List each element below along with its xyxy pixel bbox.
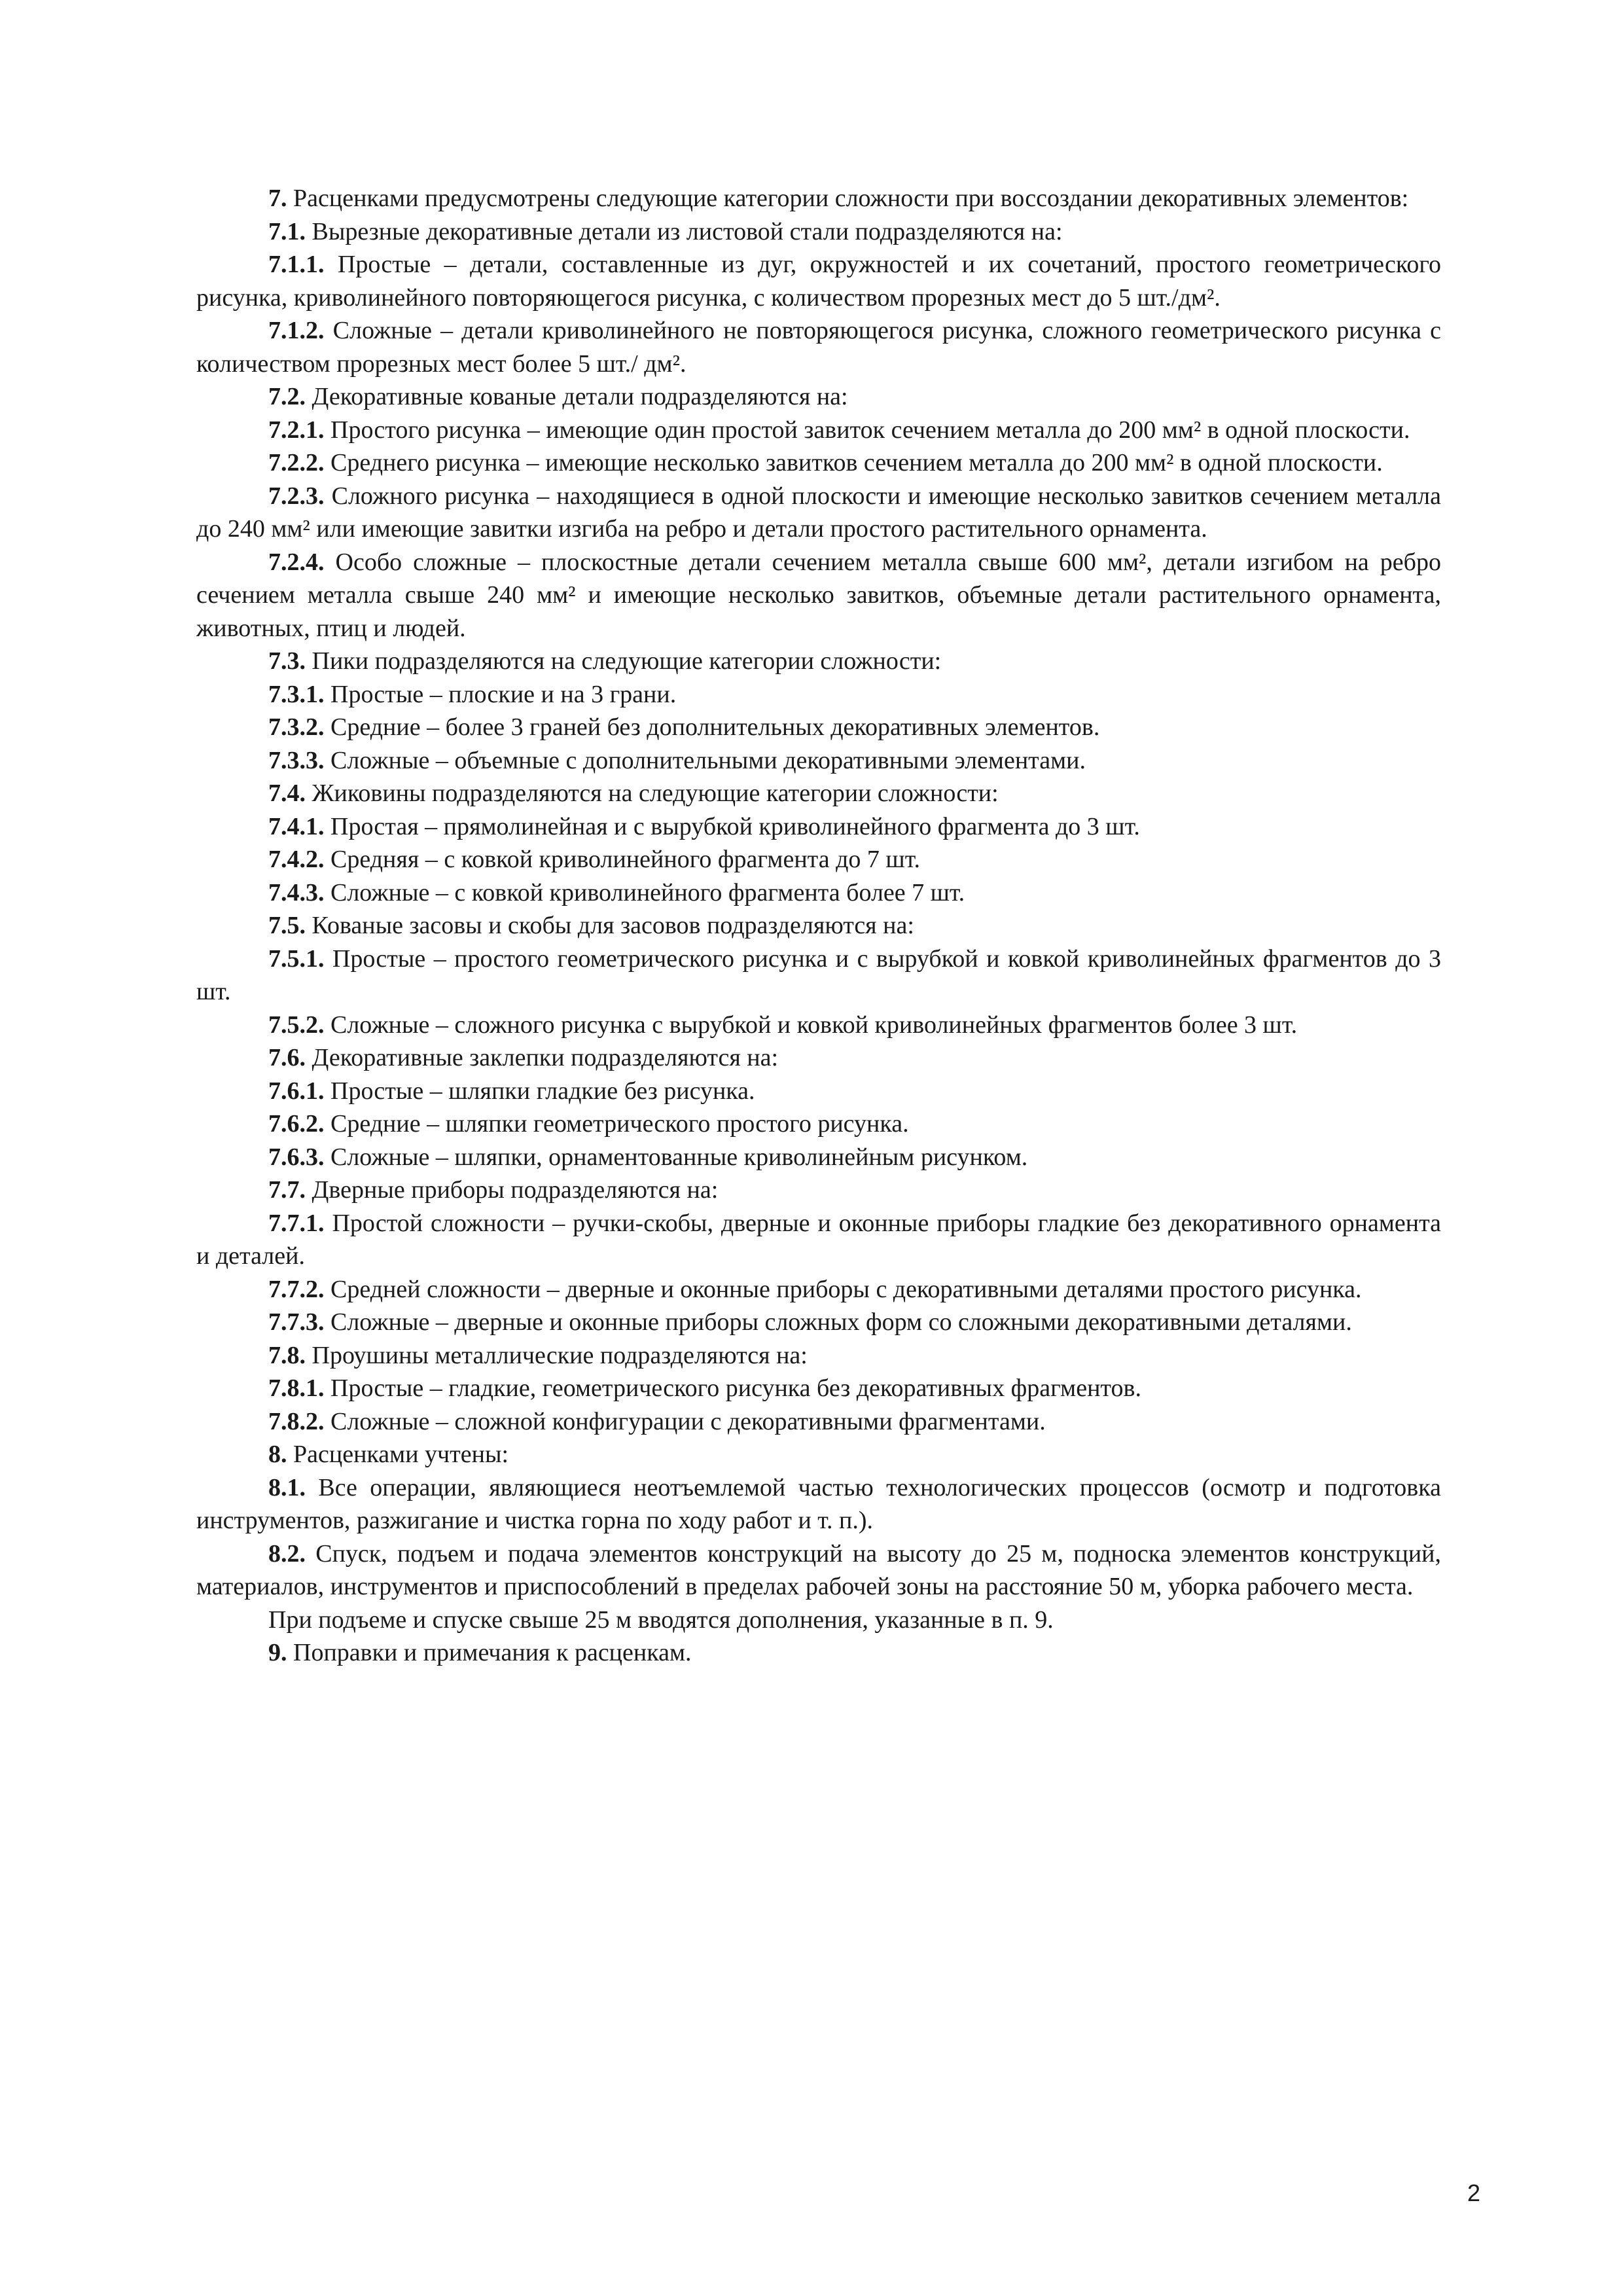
paragraph-number: 7.: [268, 185, 287, 212]
paragraph-7-8-2: [196, 1405, 1441, 1439]
paragraph-text: Простые – шляпки гладкие без рисунка.: [330, 1077, 755, 1105]
paragraph-7-5: [196, 909, 1441, 942]
paragraph-7-4: [196, 777, 1441, 810]
paragraph-number: 7.7.: [268, 1176, 306, 1204]
paragraph-number: 7.1.: [268, 217, 306, 245]
paragraph-7-1-1: [196, 248, 1441, 314]
paragraph-7-1: [196, 215, 1441, 249]
paragraph-number: 7.5.1.: [268, 944, 325, 973]
paragraph-7-7: [196, 1174, 1441, 1207]
paragraph-number: 7.7.1.: [268, 1209, 325, 1237]
paragraph-number: 7.1.2.: [268, 317, 325, 344]
paragraph-number: 7.6.: [268, 1044, 306, 1071]
paragraph-7-6: [196, 1041, 1441, 1075]
paragraph-text: Средняя – с ковкой криволинейного фрагмента до 7 шт.: [330, 846, 920, 873]
paragraph-number: 7.8.: [268, 1341, 306, 1369]
paragraph-number: 7.4.: [268, 780, 306, 807]
paragraph-7-5-1: [196, 942, 1441, 1009]
paragraph-number: 7.3.: [268, 647, 306, 675]
paragraph-text: Простого рисунка – имеющие один простой завиток сечением металла до 200 мм² в одной плоскости.: [330, 416, 1410, 444]
paragraph-text: Сложные – детали криволинейного не повторяющегося рисунка, сложного геометрического рисунка с количеством прорезных мест более 5 шт./ дм².: [196, 317, 1442, 378]
paragraph-7-7-3: [196, 1306, 1441, 1339]
paragraph-text: Сложные – с ковкой криволинейного фрагмента более 7 шт.: [330, 878, 965, 906]
paragraph-number: 7.2.2.: [268, 449, 325, 476]
paragraph-7-2-4: [196, 546, 1441, 645]
paragraph-7-3-3: [196, 744, 1441, 778]
paragraph-text: Средние – более 3 граней без дополнительных декоративных элементов.: [330, 713, 1100, 741]
paragraph-number: 8.1.: [268, 1473, 306, 1501]
paragraph-7-2-3: [196, 480, 1441, 546]
paragraph-number: 7.2.3.: [268, 482, 325, 510]
paragraph-number: 9.: [268, 1639, 287, 1666]
paragraph-7-7-1: [196, 1207, 1441, 1273]
paragraph-7-1-2: [196, 314, 1441, 380]
paragraph-text: Особо сложные – плоскостные детали сечением металла свыше 600 мм², детали изгибом на ребро сечением металла свыше 240 мм² и имеющие несколько завитков, объемные детали растительного орнамента, животных, птиц и людей.: [196, 548, 1442, 642]
paragraph-text: Расценками учтены:: [293, 1441, 509, 1468]
paragraph-7-3-1: [196, 678, 1441, 711]
paragraph-text: Проушины металлические подразделяются на:: [312, 1341, 808, 1369]
paragraph-text: При подъеме и спуске свыше 25 м вводятся дополнения, указанные в п. 9.: [268, 1605, 1054, 1634]
paragraph-7-6-3: [196, 1141, 1441, 1174]
paragraph-text: Сложные – шляпки, орнаментованные криволинейным рисунком.: [330, 1143, 1028, 1171]
paragraph-7-7-2: [196, 1273, 1441, 1306]
paragraph-number: 7.5.2.: [268, 1011, 325, 1039]
paragraph-number: 7.3.2.: [268, 713, 325, 741]
paragraph-7-8-1: [196, 1372, 1441, 1405]
paragraph-number: 7.5.: [268, 912, 306, 939]
paragraph-number: 7.7.2.: [268, 1275, 325, 1303]
paragraph-text: Простые – простого геометрического рисунка и с вырубкой и ковкой криволинейных фрагментов до 3 шт.: [196, 944, 1442, 1005]
paragraph-8-2: [196, 1537, 1441, 1604]
paragraph-number: 7.3.3.: [268, 746, 325, 774]
paragraph-number: 7.8.2.: [268, 1407, 325, 1435]
paragraph-7-6-1: [196, 1075, 1441, 1108]
paragraph-7-4-1: [196, 810, 1441, 844]
paragraph-7-3: [196, 645, 1441, 678]
paragraph-text: Кованые засовы и скобы для засовов подразделяются на:: [312, 912, 914, 939]
paragraph-7-2: [196, 380, 1441, 414]
paragraph-number: 7.8.1.: [268, 1374, 325, 1402]
paragraph-text: Поправки и примечания к расценкам.: [293, 1639, 692, 1666]
paragraph-number: 7.6.2.: [268, 1110, 325, 1138]
paragraph-text: Средние – шляпки геометрического простого рисунка.: [330, 1110, 909, 1138]
paragraph-text: Сложные – сложного рисунка с вырубкой и ковкой криволинейных фрагментов более 3 шт.: [330, 1011, 1298, 1039]
document-body: [196, 182, 1441, 1670]
paragraph-number: 7.3.1.: [268, 680, 325, 708]
paragraph-number: 7.2.4.: [268, 548, 325, 576]
paragraph-number: 8.2.: [268, 1539, 306, 1568]
paragraph-number: 7.4.1.: [268, 812, 325, 840]
paragraph-number: 8.: [268, 1441, 287, 1468]
paragraph-text: Простая – прямолинейная и с вырубкой криволинейного фрагмента до 3 шт.: [330, 812, 1140, 840]
paragraph-text: Расценками предусмотрены следующие категории сложности при воссоздании декоративных элементов:: [293, 185, 1409, 212]
paragraph-8: [196, 1438, 1441, 1471]
paragraph-7-2-2: [196, 446, 1441, 480]
paragraph-7: [196, 182, 1441, 215]
paragraph-text: Простые – детали, составленные из дуг, окружностей и их сочетаний, простого геометрического рисунка, криволинейного повторяющегося рисунка, с количеством прорезных мест до 5 шт./дм².: [196, 251, 1442, 312]
paragraph-text: Простые – плоские и на 3 грани.: [330, 680, 677, 708]
paragraph-number: 7.4.3.: [268, 878, 325, 906]
paragraph-text: Декоративные заклепки подразделяются на:: [312, 1044, 779, 1071]
paragraph-8-2-note: [196, 1604, 1441, 1637]
paragraph-number: 7.4.2.: [268, 846, 325, 873]
paragraph-text: Спуск, подъем и подача элементов конструкций на высоту до 25 м, подноска элементов конструкций, материалов, инструментов и приспособлений в пределах рабочей зоны на расстояние 50 м, уборка рабочего места.: [196, 1539, 1441, 1600]
paragraph-text: Простой сложности – ручки-скобы, дверные и оконные приборы гладкие без декоративного орнамента и деталей.: [196, 1209, 1442, 1270]
paragraph-text: Декоративные кованые детали подразделяются на:: [312, 383, 848, 410]
paragraph-8-1: [196, 1471, 1441, 1537]
paragraph-text: Простые – гладкие, геометрического рисунка без декоративных фрагментов.: [330, 1374, 1141, 1402]
paragraph-number: 7.6.3.: [268, 1143, 325, 1171]
paragraph-number: 7.1.1.: [268, 251, 325, 278]
paragraph-text: Дверные приборы подразделяются на:: [312, 1176, 719, 1204]
paragraph-text: Все операции, являющиеся неотъемлемой частью технологических процессов (осмотр и подготовка инструментов, разжигание и чистка горна по ходу работ и т. п.).: [196, 1473, 1441, 1534]
paragraph-text: Сложные – дверные и оконные приборы сложных форм со сложными декоративными деталями.: [330, 1308, 1352, 1336]
paragraph-number: 7.2.: [268, 383, 306, 410]
paragraph-text: Среднего рисунка – имеющие несколько завитков сечением металла до 200 мм² в одной плоскости.: [330, 449, 1383, 476]
paragraph-7-5-2: [196, 1009, 1441, 1042]
paragraph-number: 7.7.3.: [268, 1308, 325, 1336]
paragraph-text: Сложного рисунка – находящиеся в одной плоскости и имеющие несколько завитков сечением металла до 240 мм² или имеющие завитки изгиба на ребро и детали простого растительного орнамента.: [196, 482, 1441, 543]
paragraph-text: Жиковины подразделяются на следующие категории сложности:: [312, 780, 999, 807]
paragraph-9: [196, 1636, 1441, 1670]
paragraph-7-4-2: [196, 843, 1441, 876]
paragraph-text: Вырезные декоративные детали из листовой стали подразделяются на:: [312, 217, 1063, 245]
paragraph-7-3-2: [196, 711, 1441, 744]
paragraph-number: 7.2.1.: [268, 416, 325, 444]
page-number: 2: [1467, 2179, 1481, 2206]
paragraph-7-4-3: [196, 876, 1441, 910]
paragraph-text: Сложные – объемные с дополнительными декоративными элементами.: [330, 746, 1086, 774]
paragraph-7-6-2: [196, 1107, 1441, 1141]
paragraph-7-8: [196, 1339, 1441, 1372]
paragraph-text: Средней сложности – дверные и оконные приборы с декоративными деталями простого рисунка.: [330, 1275, 1362, 1303]
paragraph-number: 7.6.1.: [268, 1077, 325, 1105]
paragraph-text: Сложные – сложной конфигурации с декоративными фрагментами.: [330, 1407, 1046, 1435]
paragraph-7-2-1: [196, 414, 1441, 447]
paragraph-text: Пики подразделяются на следующие категории сложности:: [312, 647, 942, 675]
